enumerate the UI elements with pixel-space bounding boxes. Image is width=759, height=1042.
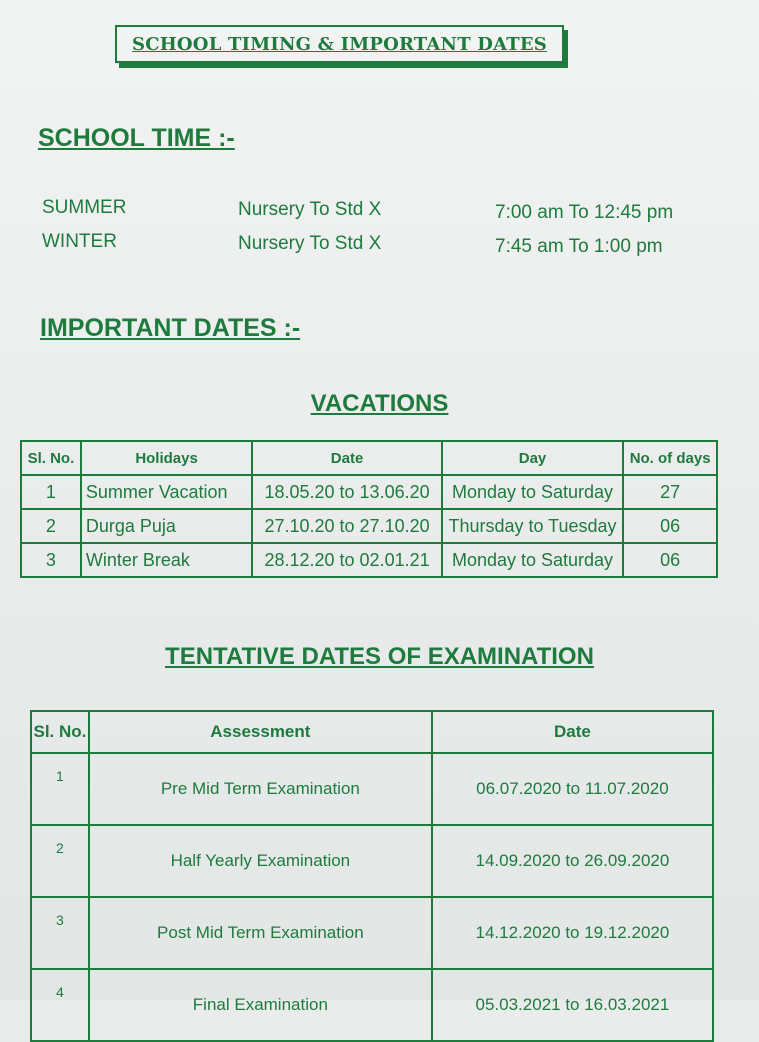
cell-sl-no: 1 — [31, 753, 89, 825]
cell-sl-no: 3 — [31, 897, 89, 969]
cell-sl-no: 3 — [21, 543, 81, 577]
cell-assessment: Post Mid Term Examination — [89, 897, 432, 969]
cell-sl-no: 2 — [31, 825, 89, 897]
table-row — [21, 543, 717, 577]
cell-assessment: Pre Mid Term Examination — [89, 753, 432, 825]
cell-sl-no: 2 — [21, 509, 81, 543]
table-row — [31, 753, 713, 825]
cell-assessment: Final Examination — [89, 969, 432, 1041]
cell-date: 28.12.20 to 02.01.21 — [252, 543, 441, 577]
summer-time: 7:00 am To 12:45 pm — [495, 202, 674, 223]
cell-holiday: Summer Vacation — [81, 475, 253, 509]
examination-header-row — [31, 711, 713, 753]
cell-date: 14.12.2020 to 19.12.2020 — [432, 897, 713, 969]
school-time-heading: SCHOOL TIME :- — [38, 124, 235, 152]
winter-season: WINTER — [42, 231, 117, 252]
header-no-of-days: No. of days — [623, 441, 717, 475]
cell-sl-no: 1 — [21, 475, 81, 509]
header-holidays: Holidays — [81, 441, 253, 475]
important-dates-heading: IMPORTANT DATES :- — [40, 314, 301, 342]
cell-sl-no: 4 — [31, 969, 89, 1041]
table-row — [31, 969, 713, 1041]
header-day: Day — [442, 441, 623, 475]
cell-date: 18.05.20 to 13.06.20 — [252, 475, 441, 509]
table-row — [21, 509, 717, 543]
examination-table — [30, 710, 714, 1042]
header-sl-no: Sl. No. — [21, 441, 81, 475]
cell-assessment: Half Yearly Examination — [89, 825, 432, 897]
table-row — [21, 475, 717, 509]
cell-days: 06 — [623, 543, 717, 577]
cell-day: Monday to Saturday — [442, 475, 623, 509]
cell-days: 06 — [623, 509, 717, 543]
table-row — [31, 825, 713, 897]
summer-season: SUMMER — [42, 197, 127, 218]
winter-classes: Nursery To Std X — [238, 233, 382, 254]
summer-classes: Nursery To Std X — [238, 199, 382, 220]
header-assessment: Assessment — [89, 711, 432, 753]
title-box — [115, 25, 564, 63]
cell-day: Thursday to Tuesday — [442, 509, 623, 543]
page-title: SCHOOL TIMING & IMPORTANT DATES — [132, 33, 547, 55]
table-row — [31, 897, 713, 969]
cell-date: 05.03.2021 to 16.03.2021 — [432, 969, 713, 1041]
cell-day: Monday to Saturday — [442, 543, 623, 577]
cell-days: 27 — [623, 475, 717, 509]
winter-time: 7:45 am To 1:00 pm — [495, 236, 663, 257]
vacations-header-row — [21, 441, 717, 475]
vacations-table — [20, 440, 718, 578]
header-date: Date — [252, 441, 441, 475]
header-date: Date — [432, 711, 713, 753]
cell-holiday: Durga Puja — [81, 509, 253, 543]
cell-date: 06.07.2020 to 11.07.2020 — [432, 753, 713, 825]
vacations-heading: VACATIONS — [310, 390, 449, 417]
cell-date: 14.09.2020 to 26.09.2020 — [432, 825, 713, 897]
header-sl-no: Sl. No. — [31, 711, 89, 753]
examination-heading: TENTATIVE DATES OF EXAMINATION — [165, 643, 594, 670]
cell-date: 27.10.20 to 27.10.20 — [252, 509, 441, 543]
cell-holiday: Winter Break — [81, 543, 253, 577]
